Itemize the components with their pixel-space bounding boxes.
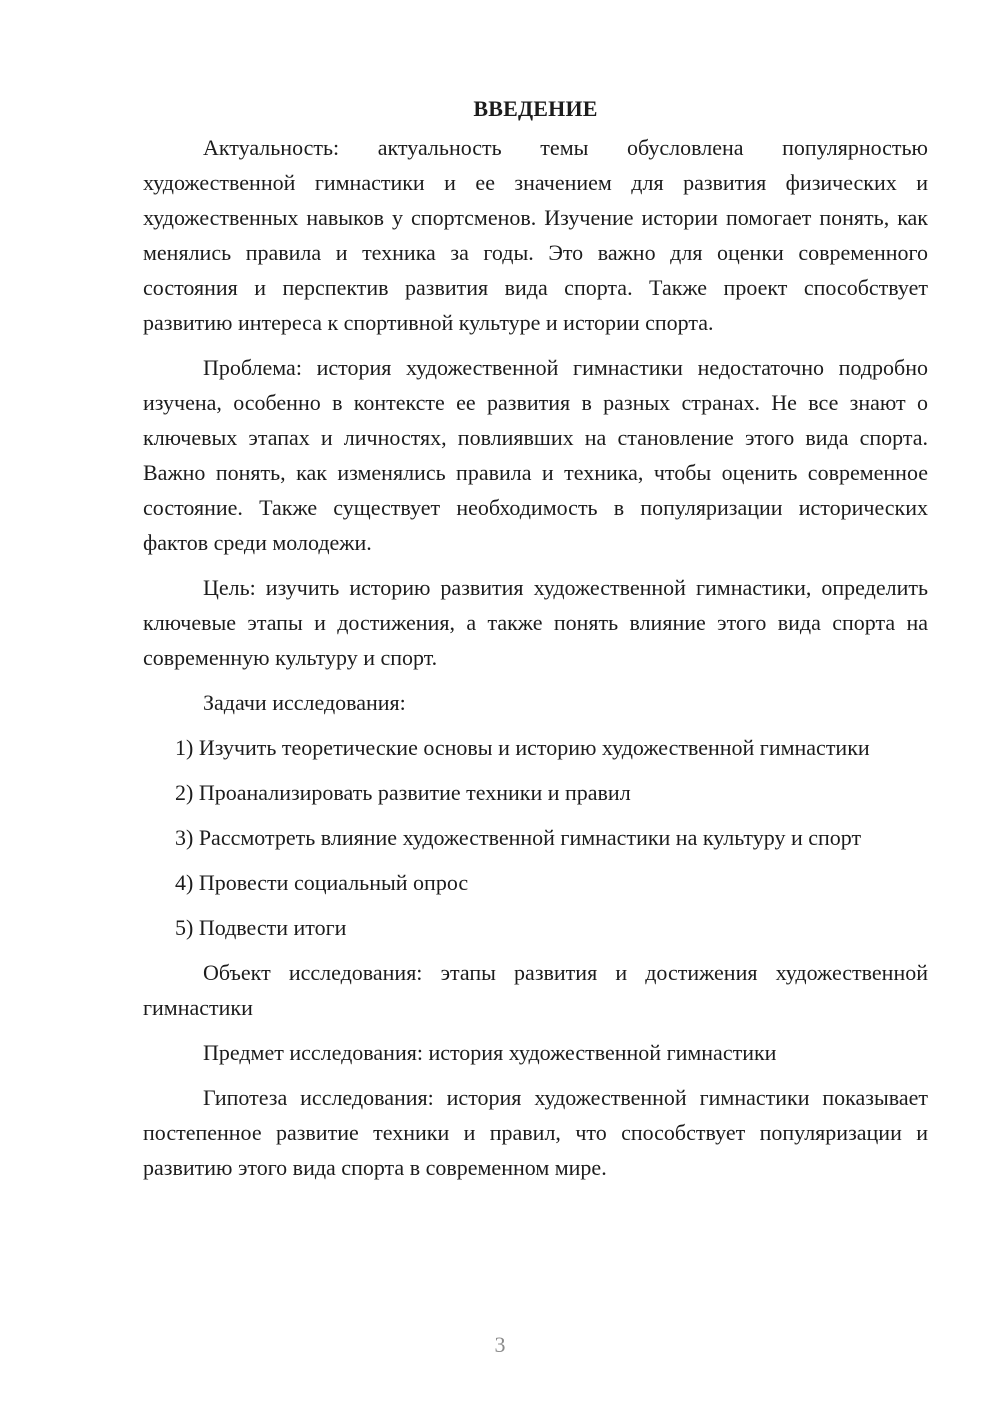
task-item-4: 4) Провести социальный опрос: [175, 870, 469, 895]
task-item-1: 1) Изучить теоретические основы и историю художественной гимнастики: [175, 735, 870, 760]
subject-paragraph: Предмет исследования: история художественной гимнастики: [203, 1040, 777, 1065]
task-item-5: 5) Подвести итоги: [175, 915, 347, 940]
hypothesis-paragraph: Гипотеза исследования: история художественной гимнастики показывает постепенное развитие техники и правил, что способствует популяризации и развитию этого вида спорта в современном мире.: [143, 1085, 928, 1180]
section-heading: ВВЕДЕНИЕ: [473, 96, 598, 121]
document-page: [143, 92, 928, 1195]
object-paragraph: Объект исследования: этапы развития и достижения художественной гимнастики: [143, 960, 928, 1020]
relevance-paragraph: Актуальность: актуальность темы обусловлена популярностью художественной гимнастики и ее значением для развития физических и художественных навыков у спортсменов. Изучение истории помогает понять, как менялись правила и техника за годы. Это важно для оценки современного состояния и перспектив развития вида спорта. Также проект способствует развитию интереса к спортивной культуре и истории спорта.: [143, 135, 928, 335]
page-number: 3: [494, 1332, 506, 1357]
task-item-3: 3) Рассмотреть влияние художественной гимнастики на культуру и спорт: [175, 825, 862, 850]
problem-paragraph: Проблема: история художественной гимнастики недостаточно подробно изучена, особенно в контексте ее развития в разных странах. Не все знают о ключевых этапах и личностях, повлиявших на становление этого вида спорта. Важно понять, как изменялись правила и техника, чтобы оценить современное состояние. Также существует необходимость в популяризации исторических фактов среди молодежи.: [143, 355, 928, 555]
task-item-2: 2) Проанализировать развитие техники и правил: [175, 780, 631, 805]
goal-paragraph: Цель: изучить историю развития художественной гимнастики, определить ключевые этапы и достижения, а также понять влияние этого вида спорта на современную культуру и спорт.: [143, 575, 928, 670]
tasks-title: Задачи исследования:: [203, 690, 406, 715]
